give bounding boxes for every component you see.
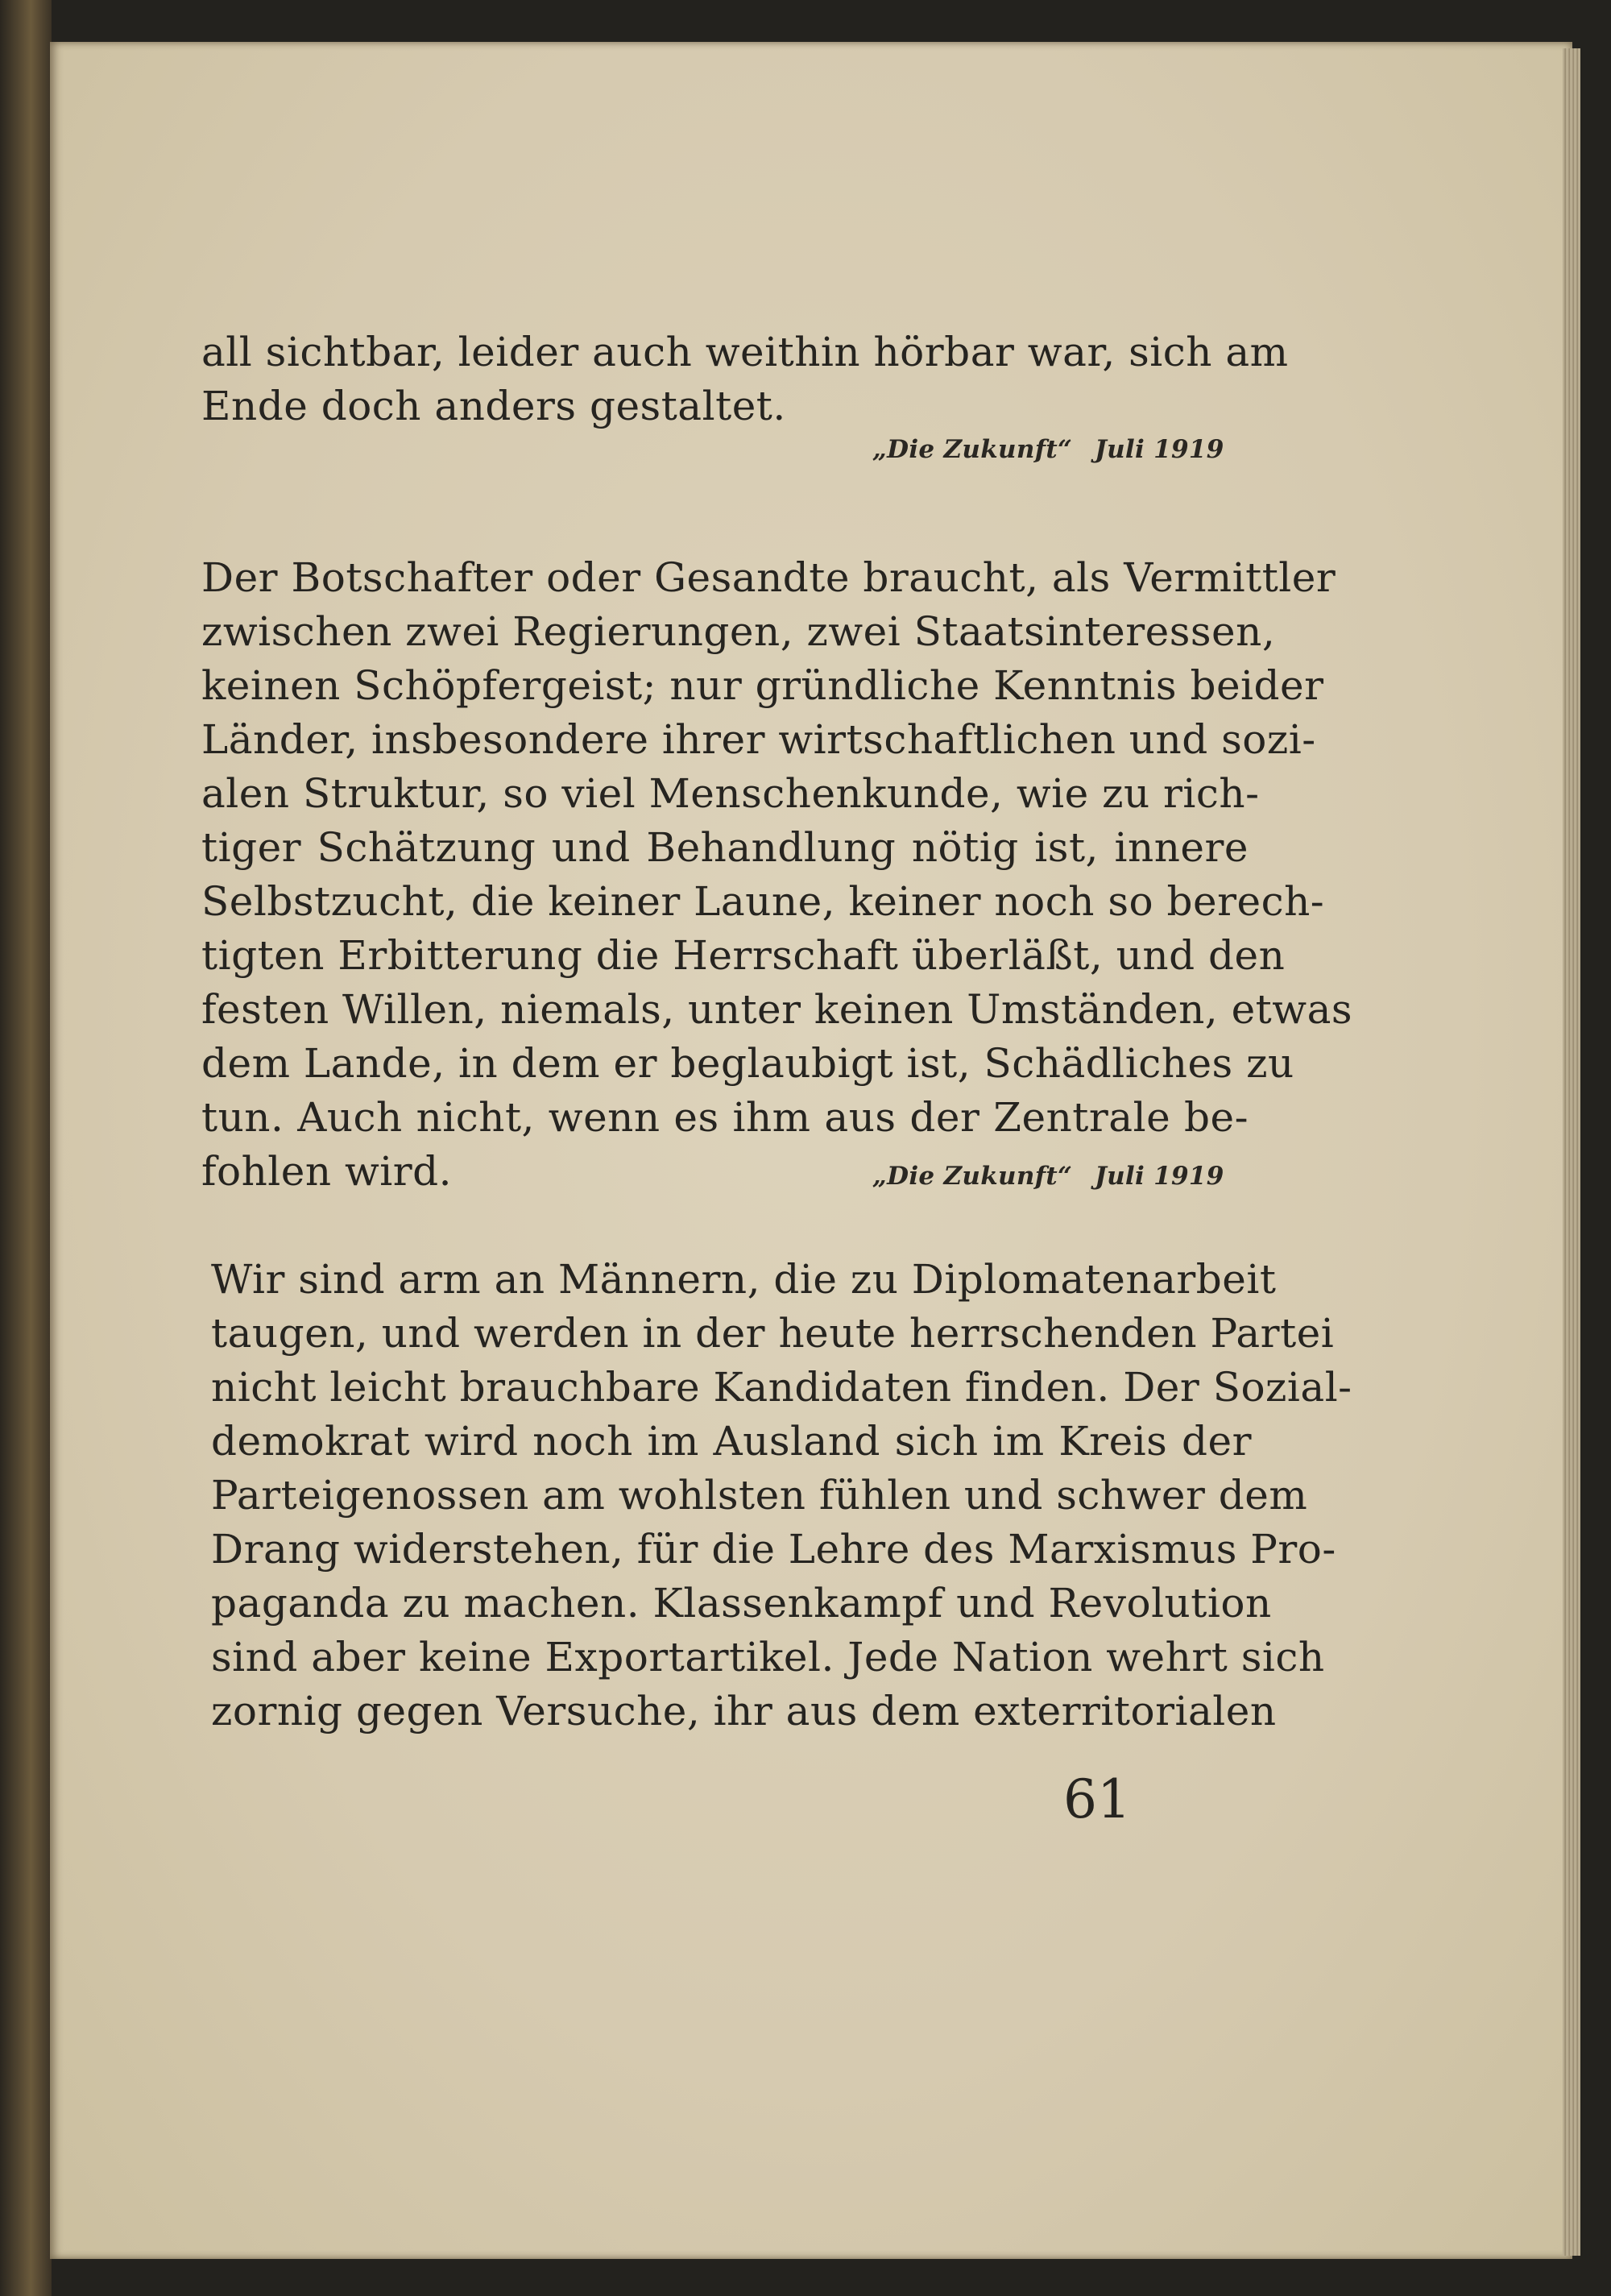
text-line: Ende doch anders gestaltet. (201, 383, 786, 429)
page-number: 61 (1063, 1768, 1131, 1830)
text-line: keinen Schöpfergeist; nur gründliche Kenntnis beider (201, 662, 1324, 709)
source-title: „Die Zukunft“ (872, 435, 1073, 464)
text-line: zwischen zwei Regierungen, zwei Staatsinteressen, (201, 608, 1276, 655)
source-date: Juli 1919 (1095, 435, 1224, 464)
text-line: dem Lande, in dem er beglaubigt ist, Schädliches zu (201, 1040, 1294, 1087)
text-line: taugen, und werden in der heute herrschenden Partei (211, 1310, 1335, 1357)
text-line: tigten Erbitterung die Herrschaft überläßt, und den (201, 932, 1286, 979)
text-line: tun. Auch nicht, wenn es ihm aus der Zentrale be- (201, 1094, 1249, 1141)
text-line: alen Struktur, so viel Menschenkunde, wie zu rich- (201, 770, 1260, 817)
text-line: tiger Schätzung und Behandlung nötig ist, innere (201, 824, 1249, 871)
left-page-edge (0, 0, 52, 2296)
paragraph-1 (201, 325, 1289, 433)
text-line: demokrat wird noch im Ausland sich im Kreis der (211, 1418, 1252, 1465)
text-line: all sichtbar, leider auch weithin hörbar war, sich am (201, 329, 1289, 375)
source-date: Juli 1919 (1095, 1162, 1224, 1191)
text-line: zornig gegen Versuche, ihr aus dem exterritorialen (211, 1688, 1277, 1734)
text-line: nicht leicht brauchbare Kandidaten finden. Der Sozial- (211, 1364, 1352, 1411)
text-line: Wir sind arm an Männern, die zu Diplomatenarbeit (211, 1256, 1277, 1303)
text-line: Parteigenossen am wohlsten fühlen und schwer dem (211, 1472, 1308, 1519)
text-line: Der Botschafter oder Gesandte braucht, als Vermittler (201, 554, 1336, 601)
paragraph-2 (201, 551, 1353, 1199)
page-edges (1563, 48, 1580, 2256)
text-line: Drang widerstehen, für die Lehre des Marxismus Pro- (211, 1526, 1336, 1573)
text-line: festen Willen, niemals, unter keinen Umständen, etwas (201, 986, 1353, 1033)
text-line: sind aber keine Exportartikel. Jede Nation wehrt sich (211, 1634, 1325, 1681)
text-line: Selbstzucht, die keiner Laune, keiner noch so berech- (201, 878, 1325, 925)
text-line: fohlen wird. (201, 1148, 453, 1195)
source-title: „Die Zukunft“ (872, 1162, 1073, 1191)
text-line: Länder, insbesondere ihrer wirtschaftlichen und sozi- (201, 716, 1316, 763)
paragraph-3 (211, 1253, 1352, 1739)
text-line: paganda zu machen. Klassenkampf und Revolution (211, 1580, 1272, 1627)
source-citation-1 (872, 435, 1224, 464)
source-citation-2 (872, 1162, 1224, 1191)
